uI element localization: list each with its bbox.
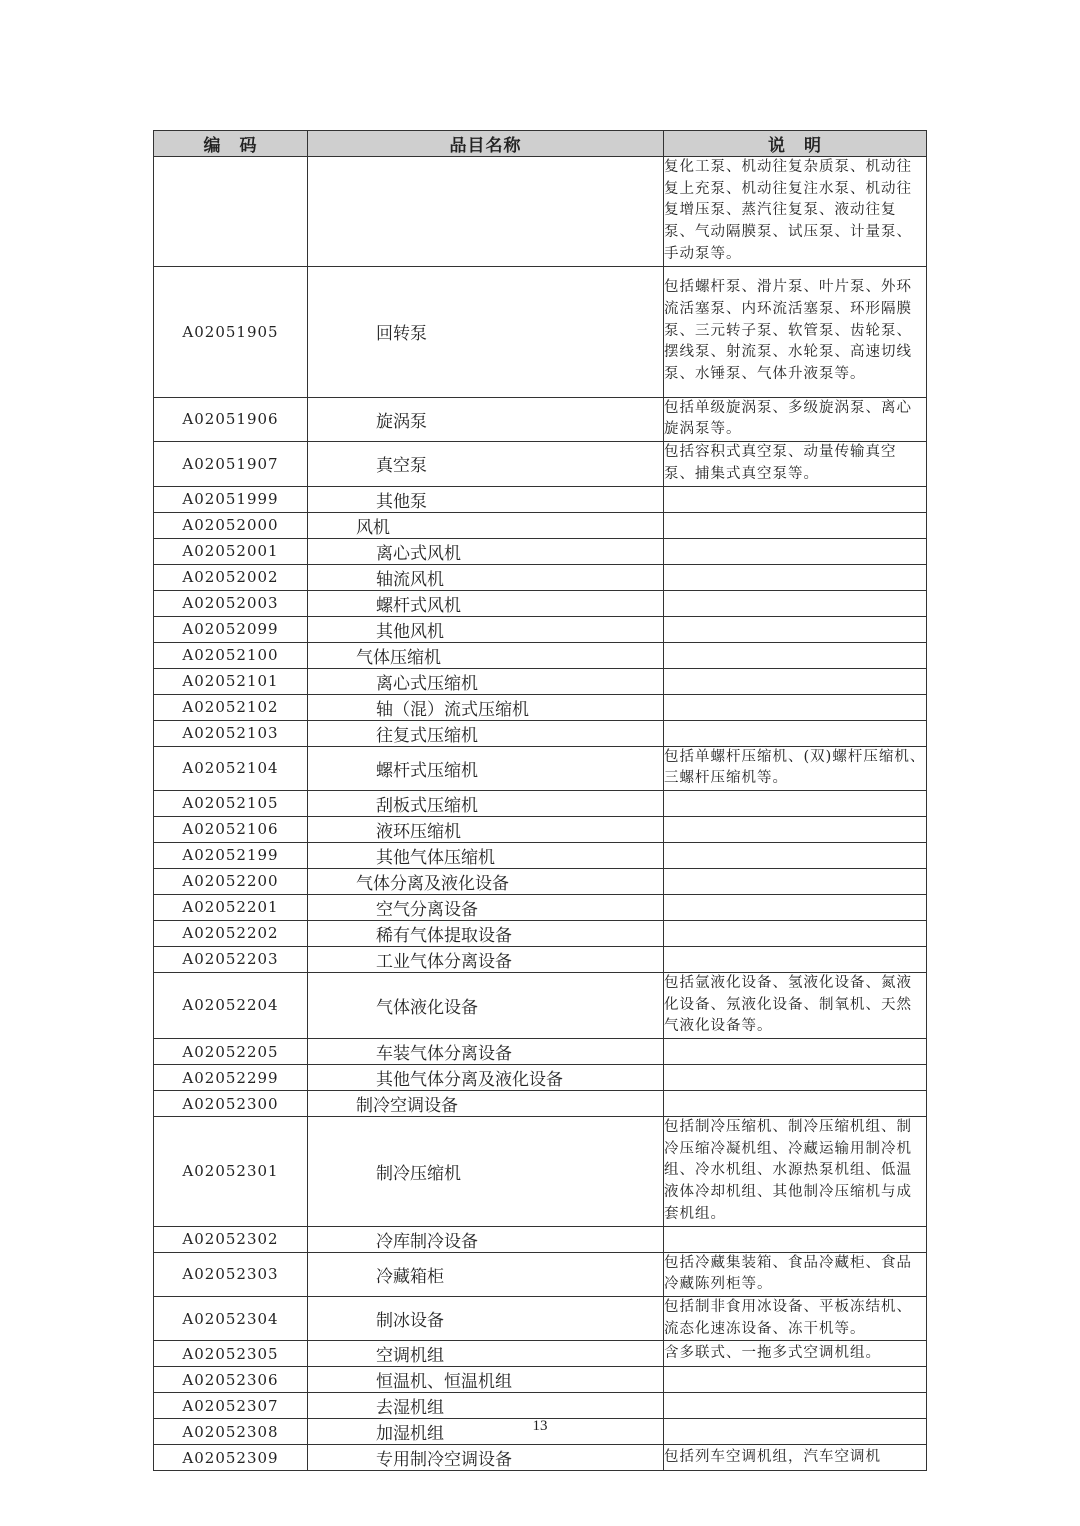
item-name: 车装气体分离设备	[376, 1044, 512, 1065]
cell-code: A02052309	[154, 1445, 308, 1471]
table-row	[154, 694, 927, 720]
table-row	[154, 512, 927, 538]
cell-desc	[664, 564, 927, 590]
item-name: 恒温机、恒温机组	[376, 1372, 512, 1393]
cell-name	[308, 538, 664, 564]
cell-name	[308, 790, 664, 816]
header-desc: 说 明	[664, 131, 927, 157]
item-name: 制冷压缩机	[376, 1163, 461, 1184]
item-name: 空气分离设备	[376, 899, 478, 920]
catalog-table	[153, 130, 927, 1471]
cell-desc	[664, 790, 927, 816]
table-row	[154, 616, 927, 642]
cell-code: A02052201	[154, 894, 308, 920]
item-name: 风机	[356, 517, 390, 538]
cell-desc: 包括冷藏集装箱、食品冷藏柜、食品冷藏陈列柜等。	[664, 1252, 927, 1296]
item-name: 旋涡泵	[376, 411, 427, 432]
table-row	[154, 1226, 927, 1252]
cell-code: A02052101	[154, 668, 308, 694]
cell-code: A02052299	[154, 1065, 308, 1091]
cell-name	[308, 868, 664, 894]
item-name: 制冰设备	[376, 1311, 444, 1332]
cell-code	[154, 157, 308, 267]
cell-code: A02052200	[154, 868, 308, 894]
cell-name	[308, 894, 664, 920]
cell-desc: 含多联式、一拖多式空调机组。	[664, 1341, 927, 1367]
item-name: 轴流风机	[376, 569, 444, 590]
table-row	[154, 642, 927, 668]
table-row	[154, 538, 927, 564]
cell-code: A02052308	[154, 1419, 308, 1445]
cell-name	[308, 397, 664, 441]
cell-name	[308, 642, 664, 668]
cell-desc	[664, 512, 927, 538]
cell-desc	[664, 1393, 927, 1419]
cell-desc: 包括单级旋涡泵、多级旋涡泵、离心旋涡泵等。	[664, 397, 927, 441]
cell-desc	[664, 946, 927, 972]
cell-code: A02052204	[154, 972, 308, 1038]
cell-desc	[664, 694, 927, 720]
cell-desc	[664, 1367, 927, 1393]
table-row	[154, 157, 927, 267]
item-name: 工业气体分离设备	[376, 951, 512, 972]
cell-desc	[664, 668, 927, 694]
cell-code: A02052001	[154, 538, 308, 564]
cell-name	[308, 616, 664, 642]
header-name: 品目名称	[308, 131, 664, 157]
cell-code: A02052105	[154, 790, 308, 816]
cell-name	[308, 842, 664, 868]
cell-name	[308, 564, 664, 590]
cell-code: A02051906	[154, 397, 308, 441]
table-row	[154, 1393, 927, 1419]
cell-code: A02052104	[154, 746, 308, 790]
item-name: 离心式风机	[376, 543, 461, 564]
item-name: 回转泵	[376, 324, 427, 345]
cell-name	[308, 157, 664, 267]
table-row	[154, 894, 927, 920]
table-row	[154, 1296, 927, 1340]
cell-desc	[664, 842, 927, 868]
cell-desc	[664, 590, 927, 616]
cell-code: A02052199	[154, 842, 308, 868]
cell-name	[308, 1393, 664, 1419]
table-row	[154, 868, 927, 894]
cell-name	[308, 1091, 664, 1117]
item-name: 冷藏箱柜	[376, 1266, 444, 1287]
item-name: 气体压缩机	[356, 647, 441, 668]
table-row	[154, 1367, 927, 1393]
item-name: 其他气体分离及液化设备	[376, 1070, 563, 1091]
page-number: 13	[532, 1418, 548, 1434]
cell-name	[308, 1226, 664, 1252]
cell-code: A02052301	[154, 1117, 308, 1227]
table-body	[154, 157, 927, 1471]
table-row	[154, 266, 927, 397]
table-row	[154, 1039, 927, 1065]
cell-desc: 包括制冷压缩机、制冷压缩机组、制冷压缩冷凝机组、冷藏运输用制冷机组、冷水机组、水源热泵机组、低温液体冷却机组、其他制冷压缩机与成套机组。	[664, 1117, 927, 1227]
table-row	[154, 564, 927, 590]
cell-desc	[664, 720, 927, 746]
item-name: 空调机组	[376, 1346, 444, 1367]
cell-desc	[664, 1039, 927, 1065]
cell-name	[308, 512, 664, 538]
table-header-row	[154, 131, 927, 157]
table-row	[154, 1252, 927, 1296]
item-name: 其他气体压缩机	[376, 847, 495, 868]
cell-desc: 包括容积式真空泵、动量传输真空泵、捕集式真空泵等。	[664, 442, 927, 486]
cell-desc	[664, 868, 927, 894]
cell-code: A02052000	[154, 512, 308, 538]
cell-name	[308, 1296, 664, 1340]
cell-name	[308, 746, 664, 790]
cell-name	[308, 1341, 664, 1367]
cell-code: A02052106	[154, 816, 308, 842]
cell-code: A02052300	[154, 1091, 308, 1117]
cell-desc	[664, 1226, 927, 1252]
item-name: 往复式压缩机	[376, 725, 478, 746]
cell-code: A02052303	[154, 1252, 308, 1296]
cell-name	[308, 1367, 664, 1393]
item-name: 气体分离及液化设备	[356, 873, 509, 894]
cell-code: A02052002	[154, 564, 308, 590]
cell-code: A02052103	[154, 720, 308, 746]
table-row	[154, 1091, 927, 1117]
cell-desc: 复化工泵、机动往复杂质泵、机动往复上充泵、机动往复注水泵、机动往复增压泵、蒸汽往复泵、液动往复泵、气动隔膜泵、试压泵、计量泵、手动泵等。	[664, 157, 927, 267]
table-row	[154, 816, 927, 842]
table-row	[154, 972, 927, 1038]
table-row	[154, 397, 927, 441]
cell-desc	[664, 538, 927, 564]
cell-desc	[664, 642, 927, 668]
cell-desc	[664, 1065, 927, 1091]
item-name: 离心式压缩机	[376, 673, 478, 694]
cell-name	[308, 442, 664, 486]
cell-desc: 包括制非食用冰设备、平板冻结机、流态化速冻设备、冻干机等。	[664, 1296, 927, 1340]
table-row	[154, 746, 927, 790]
item-name: 加湿机组	[376, 1424, 444, 1445]
cell-code: A02052202	[154, 920, 308, 946]
item-name: 液环压缩机	[376, 821, 461, 842]
cell-code: A02052305	[154, 1341, 308, 1367]
cell-name	[308, 1039, 664, 1065]
header-code: 编 码	[154, 131, 308, 157]
item-name: 其他风机	[376, 621, 444, 642]
item-name: 冷库制冷设备	[376, 1231, 478, 1252]
item-name: 其他泵	[376, 491, 427, 512]
cell-code: A02052205	[154, 1039, 308, 1065]
table-row	[154, 946, 927, 972]
cell-desc: 包括氩液化设备、氢液化设备、氮液化设备、氖液化设备、制氧机、天然气液化设备等。	[664, 972, 927, 1038]
cell-name	[308, 1065, 664, 1091]
item-name: 螺杆式压缩机	[376, 760, 478, 781]
cell-name	[308, 720, 664, 746]
cell-desc: 包括单螺杆压缩机、(双)螺杆压缩机、三螺杆压缩机等。	[664, 746, 927, 790]
item-name: 去湿机组	[376, 1398, 444, 1419]
cell-code: A02052203	[154, 946, 308, 972]
cell-name	[308, 920, 664, 946]
item-name: 刮板式压缩机	[376, 795, 478, 816]
cell-desc	[664, 616, 927, 642]
cell-name	[308, 816, 664, 842]
cell-code: A02052307	[154, 1393, 308, 1419]
table-row	[154, 1341, 927, 1367]
cell-name	[308, 946, 664, 972]
cell-name	[308, 266, 664, 397]
cell-name	[308, 486, 664, 512]
cell-name	[308, 1252, 664, 1296]
cell-desc: 包括螺杆泵、滑片泵、叶片泵、外环流活塞泵、内环流活塞泵、环形隔膜泵、三元转子泵、软管泵、齿轮泵、摆线泵、射流泵、水轮泵、高速切线泵、水锤泵、气体升液泵等。	[664, 266, 927, 397]
cell-desc	[664, 894, 927, 920]
table-row	[154, 1445, 927, 1471]
cell-desc	[664, 816, 927, 842]
table-row	[154, 1065, 927, 1091]
cell-desc: 包括列车空调机组，汽车空调机	[664, 1445, 927, 1471]
item-name: 轴（混）流式压缩机	[376, 699, 529, 720]
cell-code: A02052302	[154, 1226, 308, 1252]
item-name: 真空泵	[376, 456, 427, 477]
table-row	[154, 1117, 927, 1227]
cell-code: A02052100	[154, 642, 308, 668]
cell-name	[308, 1117, 664, 1227]
cell-desc	[664, 486, 927, 512]
table-row	[154, 790, 927, 816]
table-row	[154, 590, 927, 616]
cell-code: A02051905	[154, 266, 308, 397]
cell-name	[308, 668, 664, 694]
cell-name	[308, 972, 664, 1038]
cell-desc	[664, 1091, 927, 1117]
item-name: 制冷空调设备	[356, 1096, 458, 1117]
table-row	[154, 720, 927, 746]
cell-code: A02052099	[154, 616, 308, 642]
cell-code: A02052102	[154, 694, 308, 720]
item-name: 专用制冷空调设备	[376, 1450, 512, 1471]
cell-code: A02052306	[154, 1367, 308, 1393]
cell-name	[308, 1445, 664, 1471]
cell-name	[308, 590, 664, 616]
table-row	[154, 842, 927, 868]
cell-code: A02052003	[154, 590, 308, 616]
table-row	[154, 442, 927, 486]
cell-code: A02052304	[154, 1296, 308, 1340]
cell-code: A02051907	[154, 442, 308, 486]
item-name: 气体液化设备	[376, 997, 478, 1018]
table-row	[154, 668, 927, 694]
table-row	[154, 486, 927, 512]
item-name: 稀有气体提取设备	[376, 925, 512, 946]
item-name: 螺杆式风机	[376, 595, 461, 616]
cell-name	[308, 694, 664, 720]
table-row	[154, 920, 927, 946]
cell-code: A02051999	[154, 486, 308, 512]
cell-desc	[664, 920, 927, 946]
